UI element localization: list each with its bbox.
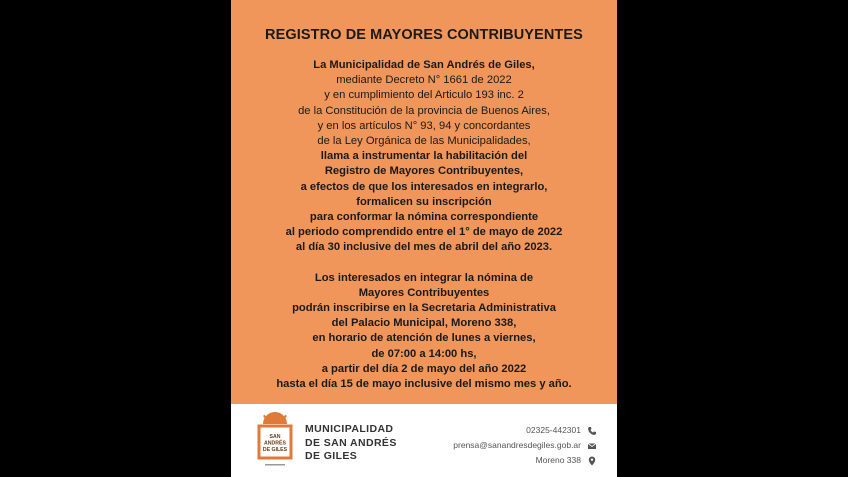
poster-line: hasta el día 15 de mayo inclusive del mismo mes y año.	[276, 378, 572, 391]
address-text: Moreno 338	[535, 455, 581, 465]
footer	[231, 404, 617, 477]
organization-name	[305, 423, 397, 464]
location-pin-icon	[587, 456, 597, 466]
poster-line: podrán inscribirse en la Secretaria Administrativa	[292, 302, 556, 315]
poster-title: REGISTRO DE MAYORES CONTRIBUYENTES	[265, 27, 583, 43]
contact-info	[453, 423, 597, 468]
poster-line: mediante Decreto N° 1661 de 2022	[336, 74, 512, 87]
org-line: DE GILES	[305, 450, 358, 462]
poster-line: a efectos de que los interesados en integrarlo,	[300, 180, 548, 193]
poster-body	[231, 58, 617, 392]
poster-line: del Palacio Municipal, Moreno 338,	[331, 317, 517, 330]
poster-line: en horario de atención de lunes a viernes,	[312, 332, 536, 345]
email-text: prensa@sanandresdegiles.gob.ar	[453, 440, 581, 450]
poster-line: al periodo comprendido entre el 1° de mayo de 2022	[285, 226, 563, 239]
logo-line-3: DE GILES	[262, 447, 288, 453]
poster	[231, 0, 617, 477]
contact-address-row	[453, 453, 597, 468]
poster-line: Los interesados en integrar la nómina de	[314, 271, 534, 284]
contact-phone-row	[453, 423, 597, 438]
poster-line: llama a instrumentar la habilitación del	[320, 150, 528, 163]
phone-text: 02325-442301	[526, 425, 581, 435]
poster-line: y en los artículos N° 93, 94 y concordantes	[317, 119, 531, 132]
org-line: DE SAN ANDRÉS	[305, 436, 397, 449]
paragraph-gap	[231, 256, 617, 271]
municipal-logo-icon	[255, 412, 295, 470]
logo-line-1: SAN	[269, 434, 281, 440]
poster-line: formalicen su inscripción	[356, 195, 492, 208]
logo-line-2: ANDRÉS	[264, 440, 286, 447]
poster-line: a partir del día 2 de mayo del año 2022	[321, 362, 527, 375]
contact-email-row	[453, 438, 597, 453]
poster-line: de la Ley Orgánica de las Municipalidades,	[317, 135, 531, 148]
mail-icon	[587, 441, 597, 451]
poster-line: Mayores Contribuyentes	[358, 286, 490, 299]
phone-icon	[587, 426, 597, 436]
poster-line: de la Constitución de la provincia de Buenos Aires,	[298, 104, 550, 117]
poster-line: al día 30 inclusive del mes de abril del año 2023.	[295, 241, 553, 254]
poster-line: y en cumplimiento del Articulo 193 inc. 2	[324, 89, 524, 102]
poster-line: Registro de Mayores Contribuyentes,	[324, 165, 524, 178]
org-line: MUNICIPALIDAD	[305, 423, 394, 435]
poster-line: La Municipalidad de San Andrés de Giles,	[313, 59, 535, 71]
poster-line: para conformar la nómina correspondiente	[309, 211, 539, 224]
poster-line: de 07:00 a 14:00 hs,	[371, 347, 477, 360]
